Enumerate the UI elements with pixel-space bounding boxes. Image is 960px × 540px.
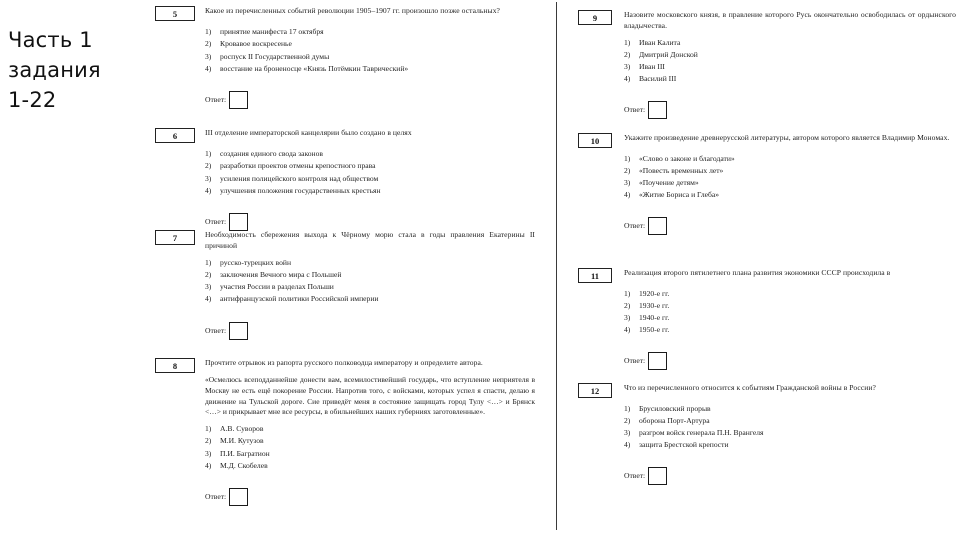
question-number-box: 6 xyxy=(155,128,195,143)
option-list xyxy=(205,148,535,197)
option-label: заключения Вечного мира с Польшей xyxy=(220,269,342,279)
answer-box[interactable] xyxy=(229,91,248,109)
option-marker: 1) xyxy=(624,37,631,47)
page-title xyxy=(8,26,148,115)
option-marker: 1) xyxy=(624,154,631,163)
option-item[interactable] xyxy=(624,439,956,451)
answer-row xyxy=(205,213,535,231)
option-marker: 4) xyxy=(205,461,212,471)
option-item[interactable] xyxy=(205,51,535,63)
question-text: Назовите московского князя, в правление которого Русь окончательно освободилась от ордынского владычества. xyxy=(624,10,956,30)
option-label: усиления полицейского контроля над обществом xyxy=(220,173,379,183)
option-item[interactable] xyxy=(205,460,535,472)
option-item[interactable] xyxy=(624,189,956,201)
option-marker: 3) xyxy=(624,61,631,71)
question-header xyxy=(155,358,535,373)
option-marker: 2) xyxy=(205,161,212,171)
option-item[interactable] xyxy=(624,403,956,415)
column-divider xyxy=(556,2,557,530)
option-label: разработки проектов отмены крепостного права xyxy=(220,161,376,171)
option-list xyxy=(624,403,956,451)
answer-row xyxy=(205,488,535,506)
answer-box[interactable] xyxy=(648,467,667,485)
option-marker: 3) xyxy=(205,282,212,292)
option-item[interactable] xyxy=(624,177,956,189)
option-label: принятие манифеста 17 октября xyxy=(220,27,324,36)
answer-box[interactable] xyxy=(648,101,667,119)
option-item[interactable] xyxy=(624,37,956,49)
option-marker: 4) xyxy=(624,439,631,449)
option-marker: 4) xyxy=(624,73,631,83)
option-item[interactable] xyxy=(624,324,956,336)
question-text: Необходимость сбережения выхода к Чёрному морю стала в годы правления Екатерины II причиной xyxy=(205,230,535,250)
option-label: «Повесть временных лет» xyxy=(639,165,724,175)
answer-row xyxy=(624,101,956,119)
question-text: III отделение императорской канцелярии было создано в целях xyxy=(205,128,412,137)
answer-label: Ответ: xyxy=(205,492,227,502)
option-label: антифранцузской политики Российской империи xyxy=(220,294,379,304)
option-item[interactable] xyxy=(205,148,535,160)
option-marker: 3) xyxy=(205,173,212,183)
option-marker: 2) xyxy=(205,269,212,279)
option-label: А.В. Суворов xyxy=(220,424,264,434)
option-marker: 2) xyxy=(205,436,212,446)
answer-row xyxy=(205,91,535,109)
option-label: Брусиловский прорыв xyxy=(639,404,711,413)
option-item[interactable] xyxy=(624,61,956,73)
option-label: «Житие Бориса и Глеба» xyxy=(639,189,720,199)
answer-box[interactable] xyxy=(648,217,667,235)
option-marker: 4) xyxy=(205,185,212,195)
option-marker: 3) xyxy=(205,448,212,458)
option-list xyxy=(624,37,956,85)
option-label: Кровавое воскресенье xyxy=(220,39,292,49)
question-text: Какое из перечисленных событий революции 1905–1907 гг. произошло позже остальных? xyxy=(205,6,500,15)
option-label: роспуск II Государственной думы xyxy=(220,51,330,61)
option-item[interactable] xyxy=(205,63,535,75)
question-block-7 xyxy=(155,230,535,340)
question-header xyxy=(155,6,535,21)
question-quote: «Осмелюсь всеподданнейше донести вам, всемилостивейший государь, что вступление неприятеля в Москву не есть ещё покорение России. Напротив того, с войсками, которых успел я спасти, делаю я движение на Тульской дороге. Сие приведёт меня в состояние защищать город Тулу <…> и Брянск <…> и прикрывает мне все ресурсы, в обильнейших наших губерниях заготовленные». xyxy=(205,375,535,417)
option-item[interactable] xyxy=(624,73,956,85)
option-item[interactable] xyxy=(205,160,535,172)
question-text: Укажите произведение древнерусской литературы, автором которого является Владимир Мономах. xyxy=(624,133,950,142)
option-list xyxy=(205,423,535,472)
answer-label: Ответ: xyxy=(624,220,646,230)
option-item[interactable] xyxy=(205,257,535,269)
option-item[interactable] xyxy=(205,26,535,38)
option-item[interactable] xyxy=(205,293,535,305)
question-number-box: 10 xyxy=(578,133,612,148)
answer-label: Ответ: xyxy=(205,95,227,105)
option-item[interactable] xyxy=(624,300,956,312)
option-list xyxy=(624,288,956,336)
option-label: участия России в разделах Польши xyxy=(220,282,334,292)
option-marker: 4) xyxy=(205,63,212,73)
page-title-line-3: 1-22 xyxy=(8,87,57,112)
answer-label: Ответ: xyxy=(624,470,646,480)
answer-label: Ответ: xyxy=(624,355,646,365)
question-header xyxy=(578,133,956,148)
answer-label: Ответ: xyxy=(624,104,646,114)
answer-row xyxy=(624,217,956,235)
option-label: Василий III xyxy=(639,73,677,83)
option-label: 1930-е гг. xyxy=(639,300,670,310)
option-marker: 3) xyxy=(624,177,631,187)
option-label: улучшения положения государственных крестьян xyxy=(220,185,381,195)
question-number-box: 7 xyxy=(155,230,195,245)
answer-box[interactable] xyxy=(229,488,248,506)
option-label: восстание на броненосце «Князь Потёмкин Таврический» xyxy=(220,63,409,73)
answer-label: Ответ: xyxy=(205,325,227,335)
option-list xyxy=(205,26,535,75)
question-block-5 xyxy=(155,6,535,109)
option-label: «Поучение детям» xyxy=(639,177,699,187)
question-block-9 xyxy=(578,10,956,119)
question-text: Что из перечисленного относится к событиям Гражданской войны в России? xyxy=(624,383,876,392)
option-marker: 4) xyxy=(624,189,631,199)
question-number-box: 8 xyxy=(155,358,195,373)
option-item[interactable] xyxy=(624,49,956,61)
option-label: 1940-е гг. xyxy=(639,312,670,322)
option-label: защита Брестской крепости xyxy=(639,439,729,449)
answer-box[interactable] xyxy=(229,213,248,231)
option-marker: 1) xyxy=(624,289,631,298)
question-header xyxy=(578,268,956,283)
question-number-box: 5 xyxy=(155,6,195,21)
option-item[interactable] xyxy=(624,153,956,165)
question-header xyxy=(155,128,535,143)
question-text: Прочтите отрывок из рапорта русского полководца императору и определите автора. xyxy=(205,358,483,367)
option-marker: 2) xyxy=(624,165,631,175)
option-label: П.И. Багратион xyxy=(220,448,270,458)
option-label: 1950-е гг. xyxy=(639,324,670,334)
option-item[interactable] xyxy=(205,185,535,197)
option-label: русско-турецких войн xyxy=(220,257,292,267)
option-item[interactable] xyxy=(624,427,956,439)
question-number-box: 9 xyxy=(578,10,612,25)
answer-row xyxy=(205,322,535,340)
answer-box[interactable] xyxy=(229,322,248,340)
option-item[interactable] xyxy=(205,435,535,447)
option-label: Дмитрий Донской xyxy=(639,49,698,59)
option-item[interactable] xyxy=(624,165,956,177)
option-marker: 3) xyxy=(624,427,631,437)
answer-row xyxy=(624,467,956,485)
question-block-12 xyxy=(578,383,956,485)
answer-row xyxy=(624,352,956,370)
page-title-line-2: задания xyxy=(8,57,101,82)
option-label: создания единого свода законов xyxy=(220,149,323,158)
option-marker: 1) xyxy=(624,404,631,413)
option-marker: 2) xyxy=(624,415,631,425)
option-item[interactable] xyxy=(624,312,956,324)
question-block-6 xyxy=(155,128,535,231)
question-block-10 xyxy=(578,133,956,235)
option-marker: 2) xyxy=(624,300,631,310)
option-item[interactable] xyxy=(205,269,535,281)
question-text: Реализация второго пятилетнего плана развития экономики СССР происходила в xyxy=(624,268,891,277)
option-item[interactable] xyxy=(205,281,535,293)
option-label: разгром войск генерала П.Н. Врангеля xyxy=(639,427,764,437)
option-item[interactable] xyxy=(205,38,535,50)
option-item[interactable] xyxy=(624,415,956,427)
option-label: Иван Калита xyxy=(639,37,681,47)
page-title-line-1: Часть 1 xyxy=(8,28,93,52)
question-block-11 xyxy=(578,268,956,370)
question-block-8 xyxy=(155,358,535,506)
option-label: 1920-е гг. xyxy=(639,289,670,298)
option-list xyxy=(624,153,956,201)
question-number-box: 11 xyxy=(578,268,612,283)
answer-box[interactable] xyxy=(648,352,667,370)
option-item[interactable] xyxy=(205,423,535,435)
option-item[interactable] xyxy=(205,448,535,460)
option-label: М.И. Кутузов xyxy=(220,436,264,446)
option-marker: 4) xyxy=(205,294,212,304)
option-label: Иван III xyxy=(639,61,665,71)
option-marker: 2) xyxy=(205,39,212,49)
option-marker: 2) xyxy=(624,49,631,59)
option-label: оборона Порт-Артура xyxy=(639,415,710,425)
question-number-box: 12 xyxy=(578,383,612,398)
option-item[interactable] xyxy=(205,173,535,185)
option-label: М.Д. Скобелев xyxy=(220,461,268,471)
option-marker: 3) xyxy=(205,51,212,61)
option-marker: 1) xyxy=(205,257,212,267)
option-marker: 1) xyxy=(205,424,212,434)
option-marker: 1) xyxy=(205,27,212,36)
answer-label: Ответ: xyxy=(205,217,227,227)
question-header xyxy=(578,383,956,398)
option-marker: 3) xyxy=(624,312,631,322)
option-item[interactable] xyxy=(624,288,956,300)
option-marker: 1) xyxy=(205,149,212,158)
question-header xyxy=(578,10,956,32)
option-marker: 4) xyxy=(624,324,631,334)
option-label: «Слово о законе и благодати» xyxy=(639,154,735,163)
question-header xyxy=(155,230,535,252)
option-list xyxy=(205,257,535,306)
